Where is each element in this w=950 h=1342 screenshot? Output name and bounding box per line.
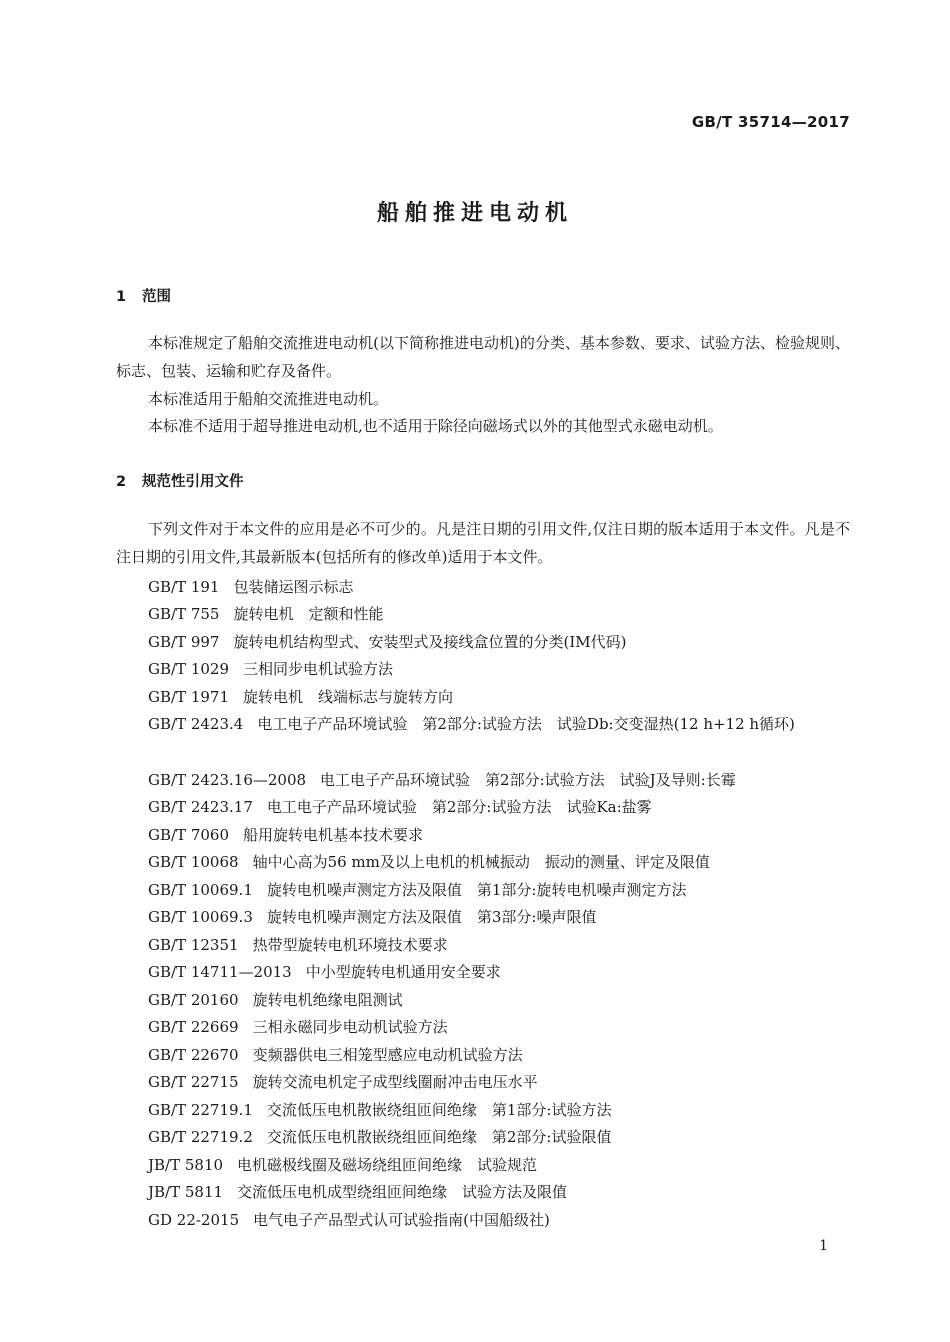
reference-code: GB/T 7060 (148, 826, 230, 844)
reference-code: GB/T 22669 (148, 1018, 239, 1036)
reference-item (148, 628, 626, 656)
document-title: 船舶推进电动机 (376, 201, 573, 226)
reference-item (148, 766, 736, 794)
reference-item (148, 1151, 537, 1179)
reference-item (148, 903, 596, 931)
reference-item (148, 1068, 538, 1096)
reference-title: 交流低压电机成型绕组匝间绝缘 试验方法及限值 (237, 1183, 568, 1201)
reference-item (148, 1041, 523, 1069)
reference-title: 电工电子产品环境试验 第2部分:试验方法 试验Ka:盐雾 (266, 798, 652, 816)
reference-item (148, 876, 686, 904)
reference-code: GB/T 1971 (148, 688, 230, 706)
reference-code: GB/T 22719.2 (148, 1128, 253, 1146)
reference-title: 包装储运图示标志 (233, 578, 354, 596)
section-2-heading (116, 470, 244, 491)
reference-item (148, 986, 403, 1014)
reference-title: 交流低压电机散嵌绕组匝间绝缘 第2部分:试验限值 (266, 1128, 612, 1146)
reference-title: 电工电子产品环境试验 第2部分:试验方法 试验J及导则:长霉 (320, 771, 736, 789)
reference-item (148, 793, 652, 821)
reference-item (116, 710, 850, 738)
reference-item (148, 600, 383, 628)
reference-code: GB/T 2423.16—2008 (148, 771, 307, 789)
reference-code: GB/T 2423.4 (148, 715, 244, 733)
reference-title: 轴中心高为56 mm及以上电机的机械振动 振动的测量、评定及限值 (252, 853, 710, 871)
page-number: 1 (819, 1238, 828, 1254)
reference-title: 电机磁极线圈及磁场绕组匝间绝缘 试验规范 (237, 1156, 538, 1174)
reference-item (148, 683, 453, 711)
paragraph: 本标准不适用于超导推进电动机,也不适用于除径向磁场式以外的其他型式永磁电动机。 (148, 417, 723, 435)
reference-code: GD 22-2015 (148, 1211, 240, 1229)
reference-item (148, 1178, 567, 1206)
reference-code: GB/T 10068 (148, 853, 239, 871)
reference-title: 旋转电机结构型式、安装型式及接线盒位置的分类(IM代码) (233, 633, 627, 651)
reference-code: JB/T 5811 (148, 1183, 224, 1201)
section-number: 1 (116, 289, 127, 305)
reference-title: 旋转电机 线端标志与旋转方向 (243, 688, 454, 706)
reference-title: 三相同步电机试验方法 (243, 660, 394, 678)
section-number: 2 (116, 474, 127, 490)
reference-code: GB/T 2423.17 (148, 798, 253, 816)
standard-code: GB/T 35714—2017 (691, 113, 850, 131)
reference-item (148, 821, 423, 849)
reference-item (148, 1013, 448, 1041)
reference-item (148, 1096, 611, 1124)
reference-item (148, 573, 353, 601)
reference-code: GB/T 12351 (148, 936, 239, 954)
paragraph: 本标准适用于船舶交流推进电动机。 (148, 390, 389, 408)
reference-code: GB/T 22715 (148, 1073, 239, 1091)
reference-item (148, 958, 501, 986)
reference-code: GB/T 14711—2013 (148, 963, 292, 981)
reference-code: GB/T 22670 (148, 1046, 239, 1064)
reference-title: 热带型旋转电机环境技术要求 (252, 936, 448, 954)
paragraph: 下列文件对于本文件的应用是必不可少的。凡是注日期的引用文件,仅注日期的版本适用于本文件。凡是不注日期的引用文件,其最新版本(包括所有的修改单)适用于本文件。 (116, 520, 850, 566)
reference-title: 中小型旋转电机通用安全要求 (305, 963, 501, 981)
paragraph: 本标准规定了船舶交流推进电动机(以下简称推进电动机)的分类、基本参数、要求、试验方法、检验规则、标志、包装、运输和贮存及备件。 (116, 334, 850, 380)
reference-code: GB/T 191 (148, 578, 220, 596)
reference-title: 变频器供电三相笼型感应电动机试验方法 (252, 1046, 523, 1064)
reference-title: 旋转电机噪声测定方法及限值 第1部分:旋转电机噪声测定方法 (266, 881, 687, 899)
reference-title: 船用旋转电机基本技术要求 (243, 826, 424, 844)
reference-item (148, 931, 448, 959)
reference-code: GB/T 22719.1 (148, 1101, 253, 1119)
reference-title: 旋转电机噪声测定方法及限值 第3部分:噪声限值 (266, 908, 597, 926)
section-title: 规范性引用文件 (142, 474, 244, 490)
reference-title: 旋转交流电机定子成型线圈耐冲击电压水平 (252, 1073, 538, 1091)
reference-item (148, 848, 710, 876)
reference-title: 电气电子产品型式认可试验指南(中国船级社) (253, 1211, 550, 1229)
reference-title: 交流低压电机散嵌绕组匝间绝缘 第1部分:试验方法 (266, 1101, 612, 1119)
reference-code: GB/T 997 (148, 633, 220, 651)
reference-title: 旋转电机 定额和性能 (233, 605, 384, 623)
reference-item (148, 655, 393, 683)
reference-code: GB/T 755 (148, 605, 220, 623)
reference-code: GB/T 20160 (148, 991, 239, 1009)
reference-code: JB/T 5810 (148, 1156, 224, 1174)
reference-item (148, 1123, 611, 1151)
reference-title: 旋转电机绝缘电阻测试 (252, 991, 403, 1009)
reference-code: GB/T 1029 (148, 660, 230, 678)
section-title: 范围 (142, 289, 171, 305)
section-1-heading (116, 285, 171, 306)
reference-code: GB/T 10069.1 (148, 881, 253, 899)
reference-title: 电工电子产品环境试验 第2部分:试验方法 试验Db:交变湿热(12 h+12 h循环) (257, 715, 795, 733)
reference-title: 三相永磁同步电动机试验方法 (252, 1018, 448, 1036)
reference-item (148, 1206, 550, 1234)
reference-code: GB/T 10069.3 (148, 908, 253, 926)
